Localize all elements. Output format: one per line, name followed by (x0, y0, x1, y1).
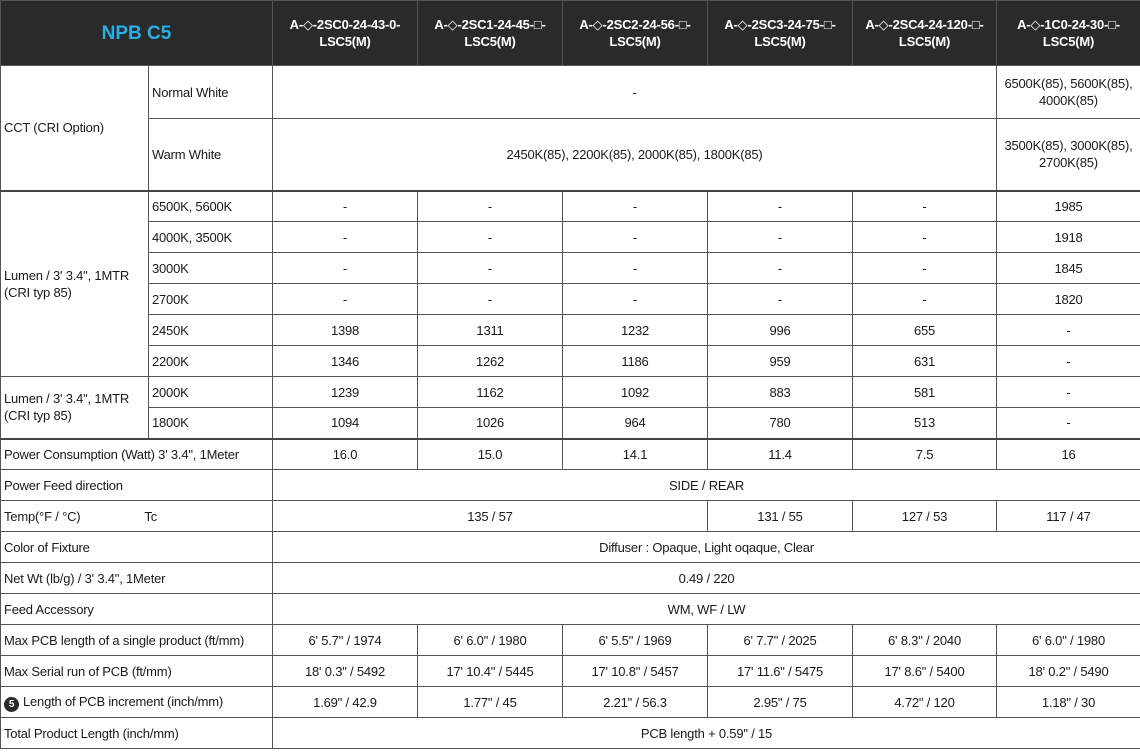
max-pcb-value: 6' 5.7" / 1974 (273, 625, 418, 656)
max-serial-value: 17' 10.4" / 5445 (418, 656, 563, 687)
pcb-increment-row (1, 687, 1140, 718)
power-value: 15.0 (418, 439, 563, 470)
pcb-increment-value: 4.72" / 120 (853, 687, 997, 718)
lumen-value: - (853, 191, 997, 222)
max-serial-value: 17' 8.6" / 5400 (853, 656, 997, 687)
max-pcb-label: Max PCB length of a single product (ft/mm) (1, 625, 273, 656)
lumen-value: - (563, 253, 708, 284)
max-pcb-value: 6' 8.3" / 2040 (853, 625, 997, 656)
pcb-increment-label-cell (1, 687, 273, 718)
temp-value: 127 / 53 (853, 501, 997, 532)
lumen-value: 513 (853, 408, 997, 439)
lumen-value: - (273, 191, 418, 222)
fixture-color-value: Diffuser : Opaque, Light oqaque, Clear (273, 532, 1140, 563)
lumen-value: - (997, 315, 1140, 346)
lumen-value: - (997, 408, 1140, 439)
lumen-row (1, 315, 1140, 346)
fixture-color-row (1, 532, 1140, 563)
model-header: A-◇-2SC3-24-75-□-LSC5(M) (708, 1, 853, 66)
pcb-increment-value: 2.21" / 56.3 (563, 687, 708, 718)
cct-warm-row (1, 119, 1140, 191)
max-pcb-value: 6' 5.5" / 1969 (563, 625, 708, 656)
lumen-value: - (853, 222, 997, 253)
lumen-row (1, 191, 1140, 222)
lumen-value: - (273, 222, 418, 253)
warm-white-last: 3500K(85), 3000K(85), 2700K(85) (997, 119, 1140, 191)
max-serial-value: 18' 0.2" / 5490 (997, 656, 1140, 687)
temp-label: Temp(°F / °C) (4, 508, 81, 524)
temp-value: 131 / 55 (708, 501, 853, 532)
power-label: Power Consumption (Watt) 3' 3.4", 1Meter (1, 439, 273, 470)
lumen-cct: 4000K, 3500K (149, 222, 273, 253)
lumen-value: - (563, 191, 708, 222)
lumen-cct: 6500K, 5600K (149, 191, 273, 222)
max-serial-row (1, 656, 1140, 687)
max-serial-value: 17' 10.8" / 5457 (563, 656, 708, 687)
max-serial-value: 17' 11.6" / 5475 (708, 656, 853, 687)
lumen-value: 996 (708, 315, 853, 346)
pcb-increment-label: Length of PCB increment (inch/mm) (23, 693, 224, 709)
feed-accessory-row (1, 594, 1140, 625)
lumen-value: 1094 (273, 408, 418, 439)
model-header: A-◇-1C0-24-30-□-LSC5(M) (997, 1, 1140, 66)
lumen-cct: 1800K (149, 408, 273, 439)
lumen-value: 1186 (563, 346, 708, 377)
lumen-row (1, 284, 1140, 315)
lumen-value: - (418, 284, 563, 315)
normal-white-last: 6500K(85), 5600K(85), 4000K(85) (997, 66, 1140, 119)
lumen-value: - (708, 253, 853, 284)
fixture-color-label: Color of Fixture (1, 532, 273, 563)
max-pcb-value: 6' 6.0" / 1980 (418, 625, 563, 656)
lumen-value: - (418, 191, 563, 222)
lumen-value: 1985 (997, 191, 1140, 222)
max-pcb-value: 6' 7.7" / 2025 (708, 625, 853, 656)
lumen-value: - (563, 284, 708, 315)
net-weight-value: 0.49 / 220 (273, 563, 1140, 594)
lumen-label: Lumen / 3' 3.4", 1MTR (CRI typ 85) (1, 377, 149, 439)
feed-accessory-value: WM, WF / LW (273, 594, 1140, 625)
power-value: 16 (997, 439, 1140, 470)
model-header: A-◇-2SC4-24-120-□-LSC5(M) (853, 1, 997, 66)
warm-white-value: 2450K(85), 2200K(85), 2000K(85), 1800K(85) (273, 119, 997, 191)
temp-label-cell (1, 501, 273, 532)
lumen-value: - (273, 253, 418, 284)
number-five-badge-icon: 5 (4, 697, 19, 712)
lumen-label: Lumen / 3' 3.4", 1MTR (CRI typ 85) (1, 191, 149, 377)
warm-white-label: Warm White (149, 119, 273, 191)
lumen-value: 1026 (418, 408, 563, 439)
lumen-cct: 2700K (149, 284, 273, 315)
lumen-value: - (708, 191, 853, 222)
lumen-value: 1262 (418, 346, 563, 377)
pcb-increment-value: 2.95" / 75 (708, 687, 853, 718)
lumen-value: 1918 (997, 222, 1140, 253)
lumen-value: 964 (563, 408, 708, 439)
lumen-value: 883 (708, 377, 853, 408)
lumen-cct: 2450K (149, 315, 273, 346)
max-pcb-row (1, 625, 1140, 656)
feed-direction-row (1, 470, 1140, 501)
lumen-value: - (708, 222, 853, 253)
model-header: A-◇-2SC1-24-45-□-LSC5(M) (418, 1, 563, 66)
lumen-value: 1232 (563, 315, 708, 346)
max-pcb-value: 6' 6.0" / 1980 (997, 625, 1140, 656)
power-row (1, 439, 1140, 470)
cct-normal-row (1, 66, 1140, 119)
pcb-increment-value: 1.69" / 42.9 (273, 687, 418, 718)
lumen-value: - (708, 284, 853, 315)
lumen-value: 1092 (563, 377, 708, 408)
lumen-value: - (418, 253, 563, 284)
cct-label: CCT (CRI Option) (1, 66, 149, 191)
lumen-value: 1311 (418, 315, 563, 346)
lumen-row (1, 222, 1140, 253)
brand-title: NPB C5 (1, 1, 273, 66)
lumen-cct: 3000K (149, 253, 273, 284)
header-row (1, 1, 1140, 66)
lumen-value: - (418, 222, 563, 253)
lumen-value: 1346 (273, 346, 418, 377)
max-serial-label: Max Serial run of PCB (ft/mm) (1, 656, 273, 687)
lumen-value: 1162 (418, 377, 563, 408)
lumen-row (1, 377, 1140, 408)
power-value: 14.1 (563, 439, 708, 470)
lumen-value: 1820 (997, 284, 1140, 315)
pcb-increment-value: 1.77" / 45 (418, 687, 563, 718)
lumen-value: 1239 (273, 377, 418, 408)
lumen-value: - (853, 284, 997, 315)
lumen-value: - (563, 222, 708, 253)
normal-white-label: Normal White (149, 66, 273, 119)
temp-value: 117 / 47 (997, 501, 1140, 532)
temp-value: 135 / 57 (273, 501, 708, 532)
temp-row (1, 501, 1140, 532)
model-header: A-◇-2SC2-24-56-□-LSC5(M) (563, 1, 708, 66)
lumen-value: - (273, 284, 418, 315)
feed-direction-label: Power Feed direction (1, 470, 273, 501)
power-value: 7.5 (853, 439, 997, 470)
lumen-value: - (853, 253, 997, 284)
lumen-row (1, 253, 1140, 284)
lumen-value: 581 (853, 377, 997, 408)
total-length-label: Total Product Length (inch/mm) (1, 718, 273, 749)
feed-accessory-label: Feed Accessory (1, 594, 273, 625)
lumen-value: - (997, 377, 1140, 408)
total-length-value: PCB length + 0.59" / 15 (273, 718, 1140, 749)
lumen-row (1, 408, 1140, 439)
lumen-value: - (997, 346, 1140, 377)
lumen-row (1, 346, 1140, 377)
net-weight-row (1, 563, 1140, 594)
lumen-value: 959 (708, 346, 853, 377)
pcb-increment-value: 1.18" / 30 (997, 687, 1140, 718)
power-value: 16.0 (273, 439, 418, 470)
lumen-cct: 2200K (149, 346, 273, 377)
tc-label: Tc (144, 508, 158, 524)
power-value: 11.4 (708, 439, 853, 470)
net-weight-label: Net Wt (lb/g) / 3' 3.4", 1Meter (1, 563, 273, 594)
max-serial-value: 18' 0.3" / 5492 (273, 656, 418, 687)
lumen-value: 655 (853, 315, 997, 346)
lumen-value: 780 (708, 408, 853, 439)
lumen-value: 1398 (273, 315, 418, 346)
lumen-value: 1845 (997, 253, 1140, 284)
lumen-cct: 2000K (149, 377, 273, 408)
total-length-row (1, 718, 1140, 749)
model-header: A-◇-2SC0-24-43-0-LSC5(M) (273, 1, 418, 66)
lumen-value: 631 (853, 346, 997, 377)
feed-direction-value: SIDE / REAR (273, 470, 1140, 501)
normal-white-value: - (273, 66, 997, 119)
